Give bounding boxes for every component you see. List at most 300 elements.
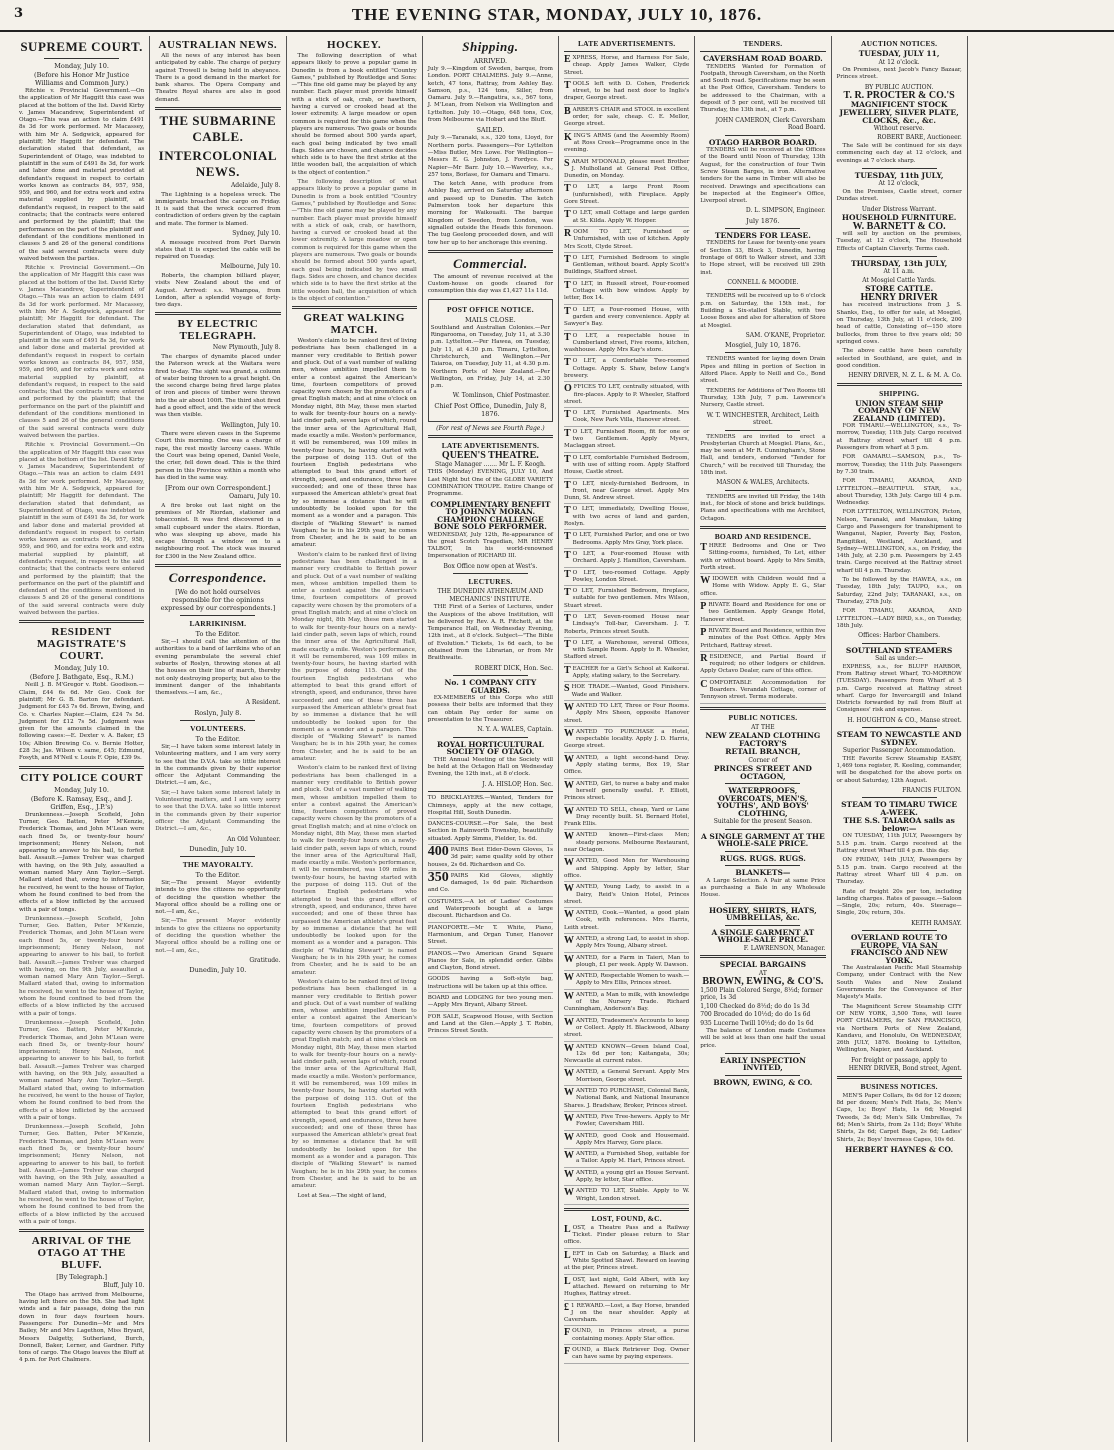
classified-ad [564,455,689,479]
classified-ad-initial: T [564,279,571,291]
board-residence-ad-initial: R [700,652,708,664]
classified-ad-text: O LET, a large Front Room (unfurnished), with Fireplace. Apply Gore Street. [564,184,690,206]
classified-ad-text: ANTED, Respectable Women to wash.—Apply to Mrs Ellis, Princes street. [576,973,690,987]
post-office-place: Chief Post Office, Dunedin, July 8, 1876. [434,401,547,418]
nzc-rugs: RUGS. RUGS. RUGS. [719,853,806,863]
classified-ad-initial: T [564,409,571,421]
shipping-heading: Shipping. [462,39,519,54]
special-firm: BROWN, EWING, & CO'S. [702,976,824,987]
houghton-signature: H. HOUGHTON & CO., Manse street. [847,716,962,724]
nzc-suitable: Suitable for the present Season. [713,818,812,826]
store-cattle: STORE CATTLE. [865,284,934,294]
city-police-heading: CITY POLICE COURT [20,771,143,784]
auction-notices-heading: AUCTION NOTICES. [861,39,938,48]
taiaroa-friday: ON FRIDAY, 14th JULY, Passengers by 5.15 p.m. train. Cargo received at the Rattray street Wharf till 4 p.m. on Thursday. [836,857,962,886]
classified-ad-text: ANTED, a General Servant. Apply Mrs Morrison, George street. [576,1069,690,1083]
caversham-road-board-heading: CAVERSHAM ROAD BOARD. [702,54,823,63]
taiaroa-line: THE S.S. TAIAROA sails as below:— [843,816,955,833]
without-reserve: Without reserve. [873,125,925,133]
correspondence-note: [We do not hold ourselves responsible for the opinions expressed by our correspondents.] [160,588,276,613]
mayoralty-heading: THE MAYORALTY. [182,860,254,869]
classified-ad [564,255,689,279]
magnificent-stock: MAGNIFICENT STOCK [850,99,948,109]
shipping-body: The ketch Anne, with produce from Ashley Bay, arrived on Saturday afternoon and passed up to Dunedin. The ketch Palmerston took her departure this morning for Waikouaiti. The barque Kingdom of Sweden, from London, was signalled outside the Heads this forenoon. The tug Geelong proceeded down, and will tow her up to her anchorage this evening. [427,181,553,246]
board-residence-ad-text: IDOWER with Children would find a Home with Widow. Apply E. G., Star office. [700,576,826,597]
lost-found-list [564,1225,689,1364]
lost-found-ad-initial: F [564,1327,571,1339]
costumes-ad: COSTUMES.—A lot of Ladies' Costumes and Waterproofs bought at a large discount. Richardson and Co. [428,899,553,923]
column-5 [559,36,695,1442]
volunteers-to-editor: To the Editor. [195,734,241,743]
lost-at-sea: Lost at Sea.—The sight of land, [297,1192,387,1199]
lost-found-ad [564,1277,689,1301]
board-lodging-ad: BOARD and LODGING for two young men.—Apply Mrs Bryant, Albany Street. [428,995,553,1012]
classified-ad [564,703,689,727]
city-police-date: Monday, July 10. [54,785,109,794]
classified-ad-text: O LET, a Warehouse, several Offices, with Sample Room. Apply to R. Wheeler, Stafford street. [564,639,690,661]
classified-ad-text: FFICES TO LET, centrally situated, with fire-places. Apply to P. Wheeler, Stafford street. [564,384,690,405]
supreme-court-before: (Before his Honor Mr Justice Williams and Common Jury.) [34,71,130,87]
special-note: The balance of London made Costumes will be sold at less than one half the usual price. [700,1028,826,1049]
gloves-350-number: 350 [427,869,449,885]
adelaide-body: The Lightning is a hopeless wreck. The immigrants broached the cargo on Friday. It is said that the wreck occurred from contradiction of orders given by the captain and mate. The former is blamed. [155,191,281,227]
nzc-blankets: BLANKETS— [735,868,791,878]
resident-magistrate-body: Neill J. B. M'Gregor v. Robt. Goodison.—Claim, £44 6s 6d. Mr Geo. Cook for plaintiff; Mr G. B. Barton for defendant. Judgment for £43 7s 6d. Brown, Ewing, and Co. v. Charles Napier.—Claim, £24 7s 5d. Judgment for £12 7s 5d. Judgment was given for the amounts claimed in the following cases:—E. Dexter v. A. Baker, £5 10s; Albion Brewing Co. v. Bernie Hotter, £28 3s; Jas. Wilson v. same, £45; Edmund, Fosyth, and M'Neil v. Louis F. Opie, £39 9s. [19,682,145,762]
board-residence-ad-text: RIVATE Board and Residence for one or two Gentlemen. Apply Grange Hotel, Hanover street. [700,602,826,623]
tenders-heading: TENDERS. [743,39,783,48]
classified-ad [564,1114,689,1131]
classified-ad-initial: B [564,105,571,117]
city-police-body-cont-2: Drunkenness.—Joseph Scofield, John Turner, Geo. Batten, Peter M'Kenzie, Frederick Thomas, and John M'Lean were each fined 5s, or twenty-four hours' imprisonment; Henry Nelson, not appearing to answer to his bail, to forfeit bail. Assault.—James Trelver was charged with having, on the 9th July, assaulted a woman named Mary Ann Taylor.—Sergt. Mallard stated that, owing to information he received, he went to the house of Taylor, whom he found confined to bed from the effects of a blow inflicted by the accused with a pair of tongs. [19,1019,145,1121]
horticultural-signature: J. A. HISLOP, Hon. Sec. [482,780,553,788]
supreme-court-heading: SUPREME COURT. [20,39,143,54]
classified-ads-list [564,55,689,1205]
classified-ad-text: O LET, Furnished Bedroom, fireplace, suitable for two gentlemen. Mrs Wilson, Stuart street. [564,588,690,609]
board-residence-ad [700,654,825,678]
classified-ad-text: ANTED, a light second-hand Dray. Apply stating terms, Box 19, Star Office. [564,754,690,776]
newcastle-heading: STEAM TO NEWCASTLE AND SYDNEY. [836,730,962,747]
classified-ad-initial: T [564,505,571,517]
timaru-wellington-ad: FOR TIMARU.—WELLINGTON, s.s., To-morrow, Tuesday, 11th July. Cargo received at Rattray street wharf till 4 p.m. Passengers from wharf at 5 p.m. [836,423,962,452]
classified-ad-text: ANTED, Girl, to nurse a baby and make herself generally useful. F. Elliott, Princes street. [564,780,690,802]
mayoralty-to-editor: To the Editor. [195,871,241,879]
classified-ad-initial: T [564,305,571,317]
classified-ad-initial: W [564,1042,574,1054]
city-police-body-cont: Drunkenness.—Joseph Scofield, John Turner, Geo. Batten, Peter M'Kenzie, Frederick Thomas, and John M'Lean were each fined 5s, or twenty-four hours' imprisonment; Henry Nelson, not appearing to answer to his bail, to forfeit bail. Assault.—James Trelver was charged with having, on the 9th July, assaulted a woman named Mary Ann Taylor.—Sergt. Mallard stated that, owing to information he received, he went to the house of Taylor, whom he found confined to bed from the effects of a blow inflicted by the accused with a pair of tongs. [19,915,145,1017]
page-number-left: 3 [14,6,24,21]
classified-ad-text: ANTED, a Furnished Shop, suitable for a Tailor. Apply M. Hart, Princes street. [576,1151,690,1165]
business-notices-heading: BUSINESS NOTICES. [860,1081,938,1091]
classified-ad [564,955,689,972]
gloves-400-number: 400 [427,844,449,859]
hockey-body-cont: The following description of what appears likely to prove a popular game in Dunedin is from a book entitled "Country Games," published by Routledge and Sons:—"This fine old game may be played by any number. Each player must provide himself with a stick of oak, crab, or hawthorn, having a curved or crooked head at the lower extremity. A large meadow or open common is required for this game when the players are numerous. Two goals or bounds should be formed about 500 yards apart, each goal being indicated by two small flags. Sides are chosen, and chance decides which side is to have the first strike at the little wooden ball, the acquisition of which is the object of contention." [291,179,417,302]
mayoralty-place: Dunedin, July 10. [189,966,247,975]
classified-ad [564,210,689,227]
volunteers-heading: VOLUNTEERS. [190,723,246,733]
masthead [0,0,1114,32]
lost-found-ad-text: 1 REWARD.—Lost, a Bay Horse, branded J on the near shoulder. Apply at Caversham. [564,1302,690,1324]
classified-ad-text: O LET, nicely-furnished Bedroom, in front, near George street. Apply Mrs Dunn, St. Andrew street. [564,480,690,502]
special-bargains-list [700,987,825,1028]
gloves-350-ad [427,869,553,897]
winchester-signature: W. T. WINCHESTER, Architect, Leith street. [706,411,820,426]
lost-found-ad-initial: L [564,1223,571,1235]
classified-ad-text: ANTED TO LET, Three or Four Rooms. Apply Mrs Sheen, opposite Hanover street. [564,702,690,724]
procter-firm: T. R. PROCTER & CO.'S [843,90,955,102]
lost-found-ad-text: EFT in Cab on Saturday, a Black and White Spotted Shawl. Reward on leaving at the pier, Princes street. [564,1250,690,1272]
theatre-manager: Stage Manager ....... Mr L. F. Keogh. [434,460,546,468]
classified-ad-text: O LET, Furnished Parlor, and one or two Bedrooms. Apply Mrs Gray, York place. [572,532,690,546]
classified-ad [564,551,689,568]
classified-ad-text: O LET, Furnished Room, fit for one or two Gentlemen. Apply Myers, Maclaggan street. [564,428,690,450]
mayoralty-body-cont: Sir,—The present Mayor evidently intends to give the citizens no opportunity of deciding the question whether the Mayoral office should be a rolling one or not.—I am, &c., [155,918,281,954]
nzc-single-garment: A SINGLE GARMENT AT THE WHOLE-SALE PRICE. [701,831,825,849]
classified-ad-text: ARBER'S CHAIR and STOOL in excellent order, for sale, cheap. C. E. Mellor, George street. [564,106,690,128]
classified-ad [564,588,689,612]
easby-ad: THE Favorite Screw Steamship EASBY, 1,469 tons register, R. Keeling, commander, will be despatched for the above ports on or about Saturday, 12th August. [836,755,962,784]
classified-ad-text: O LET, immediately, Dwelling House, with two acres of land and garden, Roslyn. [564,506,690,528]
classified-ad-initial: T [564,613,571,624]
special-bargain-line: 1,100 Checked do 8½d; do do 1s 3d [700,1002,810,1010]
classified-ad-text: O LET, Furnished Bedroom to single Gentleman, without board. Apply Scott's Buildings, Stafford street. [564,254,690,276]
classified-ad-initial: T [564,253,571,265]
thursday-place: At Mosgiel Cattle Yards. [862,276,936,284]
classified-ad [564,159,689,183]
board-residence-ad-text: HREE Bedrooms and One or Two Sitting-rooms, furnished, To Let, either with or without board. Apply to Mrs Smith, Forth street. [700,542,826,571]
barnett-firm: W. BARNETT & CO. [852,220,946,232]
lectures-heading: LECTURES. [468,577,513,587]
gloves-350-text: PAIRS Kid Gloves, slightly damaged, 1s 6d pair. Richardson and Co. [427,872,553,894]
special-at: AT [758,969,767,977]
classified-ad [564,307,689,331]
classified-ad [564,1133,689,1150]
column-4 [423,36,559,1442]
classified-ad-initial: T [564,331,571,343]
tuesday-body: On Premises, next Jacob's Fancy Bazaar, Princes street. [836,67,962,81]
akaroa-beautiful-star-ad: FOR TIMARU, AKAROA, AND LYTTELTON.—BEAUTIFUL STAR, s.s., about Thursday, 13th July. Cargo till 4 p.m. Wednesday. [836,478,962,507]
classified-ad-text: ANTED TO SELL, cheap, Yard or Lane Dray recently built. St. Bernard Hotel, Frank Ellis. [564,806,690,828]
horticultural-body: THE Annual Meeting of the Society will be held at the Octagon Hall on Wednesday Evening, the 12th inst., at 8 o'clock. [427,756,553,778]
board-residence-ad-text: ESIDENCE, and Partial Board if required; no other lodgers or children. Apply Octavo Dealer, care of this office. [700,653,826,675]
classified-ad [564,684,689,701]
classified-ad [564,1188,689,1205]
classified-ad [564,858,689,882]
correspondence-heading: Correspondence. [168,570,267,586]
volunteers-body: Sir,—I have taken some interest lately in Volunteering matters, and I am very sorry to see that the D.V.A. take so little interest in the commands given by their superior officer the Adjutant Commanding the District.—I am, &c., [155,743,281,787]
classified-ad-initial: T [564,549,571,561]
classified-ad-text: ANTED TO PURCHASE a Hotel, respectable locality. Apply J. D. Harris, George street. [564,728,690,750]
classified-ad [564,481,689,505]
arrived-heading: ARRIVED. [473,57,508,65]
larrikinism-place: Roslyn, July 8. [194,708,242,717]
melbourne-dateline: Melbourne, July 10. [220,263,281,271]
overland-heading: OVERLAND ROUTE TO EUROPE, VIA SAN FRANCISCO AND NEW YORK. [850,933,948,965]
lost-found-ad [564,1347,689,1364]
post-office-notice [428,299,553,422]
nzc-blankets-text: A Large Selection. A Pair at same Price as purchasing a Bale in any Wholesale House. [700,877,826,899]
nzc-name: NEW ZEALAND CLOTHING FACTORY'S [705,731,821,748]
keith-signature: KEITH RAMSAY. [911,919,962,927]
offices-line: Offices: Harbor Chambers. [858,632,941,640]
classified-ad-initial: W [564,1168,574,1180]
board-residence-ad-text: OMFORTABLE Accommodation for Boarders. Verandah Cottage, corner of Tennyson street. Terms moderate. [700,679,826,701]
lost-found-ad-initial: L [564,1275,571,1287]
lost-found-ad [564,1303,689,1327]
new-plymouth-body: The charges of dynamite placed under the Paterson wreck at the Waitara were fired to-day. The sight was grand, a column of water being thrown to a great height. On the second charge being fired large plates of iron and pieces of timber were thrown into the air about 100ft. The third shot fired had a good effect, and the side of the wreck was then visible. [155,353,281,419]
nzc-single-garment-2: A SINGLE GARMENT AT WHOLE-SALE PRICE. [711,927,815,944]
tuesday2-date: TUESDAY, 11th JULY, [854,170,944,180]
classified-ad-initial: T [564,453,571,465]
board-residence-ad [700,576,825,600]
classified-ad-initial: E [564,54,571,65]
classified-ad-initial: W [564,727,574,739]
driver-signature: HENRY DRIVER, N. Z. L. & M. A. Co. [848,372,962,380]
classified-ad [564,570,689,587]
board-residence-ad-initial: W [700,575,711,587]
classified-ad [564,973,689,990]
nzc-hosiery: HOSIERY, SHIRTS, HATS, UMBRELLAS, &c. [708,905,817,922]
classified-ad-initial: O [564,383,572,395]
resident-magistrate-before: (Before J. Bathgate, Esq., R.M.) [29,673,134,682]
post-office-sub: MAILS CLOSE. [465,315,516,324]
usco-heading: UNION STEAM SHIP COMPANY OF NEW ZEALAND (LIMITED). [853,398,946,423]
nzc-waterproofs: WATERPROOFS, OVERCOATS, MEN'S, YOUTHS', AND BOYS' CLOTHING, [716,786,809,818]
southland-steamers-heading: SOUTHLAND STEAMERS [845,645,953,655]
column-2 [150,36,286,1442]
gloves-400-ad [427,844,553,871]
horticultural-heading: ROYAL HORTICULTURAL SOCIETY OF OTAGO. [436,739,544,757]
classified-ad-text: O LET, a Four-roomed House, with garden and every convenience. Apply at Sawyer's Bay. [564,306,690,328]
tenders-stable-signature: SAM. O'KANE, Proprietor. [745,331,826,339]
classified-ad-text: O LET, a Four-roomed House with Orchard. Apply J. Hamilton, Caversham. [572,550,690,565]
lost-found-ad-initial: F [564,1346,571,1358]
barnett-body: will sell by auction on the premises, Tuesday, at 12 o'clock, The Household Effects of Captain Claverly. Terms cash. [836,231,962,252]
classified-ad-text: O LET, comfortable Furnished Bedroom, with use of sitting room. Apply Stafford House, Castle street. [564,454,690,476]
classified-ad [564,1044,689,1068]
classified-ad [564,884,689,908]
classified-ad-text: O LET, a Comfortable Two-roomed Cottage. Apply S. Shaw, below Lang's brewery. [564,358,690,379]
classified-ad-text: ANTED TO LET, Stable. Apply to W. Wright, London street. [576,1188,690,1202]
otago-harbour-date: July 1876. [746,216,780,225]
arrival-dateline: Bluff, July 10. [103,1282,145,1290]
nzc-corner: Corner of [748,756,778,764]
classified-ad-text: ANTED TO PURCHASE, Colonial Bank, National Bank, and National Insurance Shares. J. Bradshaw, Broker, Princes street. [564,1088,690,1109]
supreme-court-body: Ritchie v. Provincial Government.—On the application of Mr Haggitt this case was placed at the bottom of the list. David Kirby v. James Macandrew, Superintendent of Otago.—This was an action to claim £491 8s 3d for work performed. Mr Macassey, with him Mr A. Sedgwick, appeared for plaintiff; Mr Haggitt for defendant. The declaration stated that defendant, as Superintendent of Otago, was indebted to plaintiff in the sum of £491 8s 3d, for work and labor done and material provided at defendant's request in respect to certain works known as contracts 84, 957, 958, 959, and 960, and for extra work and extra material supplied by plaintiff, at defendant's request, in respect to the said contracts; that the contracts were entered and performed by the plaintiff; that the performance on the part of the plaintiff and defendant of the conditions mentioned in clauses 5 and 26 of the general conditions of the said several contracts were duly waived between the parties. [19,88,145,262]
classified-ad-initial: T [564,638,571,650]
late-ads-heading-col4: LATE ADVERTISEMENTS. [441,441,540,451]
classified-ad-text: O LET, two-roomed Cottage. Apply Powley, London Street. [572,569,690,583]
classified-ad-text: ANTED known—First-class Men; steady persons. Melbourne Restaurant, near Octagon. [564,832,690,854]
classified-ad-initial: K [564,131,572,143]
post-office-body: Southland and Australian Colonies.—Per Ringarooma, on Tuesday, July 11, at 3.30 p.m. Lyttelton.—Per Hawea, on Tuesday, July 11, at 4.30 p.m. Timaru, Lyttelton, Christchurch, and Wellington.—Per Taiaroa, on Tuesday, July 11, at 4.30 p.m. Northern Ports of New Zealand.—Per Wellington, on Friday, July 14, at 2.30 p.m. [430,324,550,390]
classified-ad [564,781,689,805]
tenders-lease-heading: TENDERS FOR LEASE. [714,230,811,240]
classified-ad [564,1069,689,1086]
theatre-body: THIS (Monday) EVENING, JULY 10, And Last Night but One of the GLOBE VARIETY COMBINATION TROUPE. Entire Change of Programme. [427,469,553,498]
tenders-additions-body: TENDERS for Additions of Two Rooms till Thursday, 13th July, 7 p.m. Lawrence's Nursery, Castle street. [700,387,826,409]
pacific-body: The Australasian Pacific Mail Steamship Company, under Contract with the New South Wales and New Zealand Governments for the Conveyance of Her Majesty's Mails. [836,965,962,1001]
classified-ad [564,184,689,208]
driver-body: has received instructions from J. S. Shanks, Esq., to offer for sale, at Mosgiel, on Thursday, 13th July, at 11 o'clock, 200 head of cattle, Consisting of—150 store bullocks, from three to five years old; 50 springed cows. [836,302,962,345]
volunteers-signature: An Old Volunteer. [227,835,281,843]
submarine-cable-heading: THE SUBMARINE CABLE. [159,113,277,145]
classified-ad-initial: W [564,1150,574,1162]
board-residence-heading: BOARD AND RESIDENCE. [714,531,812,541]
hockey-body: The following description of what appears likely to prove a popular game in Dunedin is from a book entitled "Country Games," published by Routledge and Sons:—"This fine old game may be played by any number. Each player must provide himself with a stick of oak, crab, or hawthorn, having a curved or crooked head at the lower extremity. A large meadow or open common is required for this game when the players are numerous. Two goals or bounds should be formed about 500 yards apart, each goal being indicated by two small flags. Sides are chosen, and chance decides which side is to have the first strike at the little wooden ball, the acquisition of which is the object of contention." [291,53,417,176]
supreme-court-date: Monday, July 10. [54,62,109,70]
business-body: MEN'S Paper Collars, 8s 6d for 12 dozen; 8d per dozen; Men's Felt Hats, 3s; Men's Caps, 1s; Boys' Hats, 1s 6d; Mosgiel Tweeds, 3s 6d; Men's Silk Umbrellas, 7s 6d; Men's Shirts, from 2s 11d; Boys' White Shirts, 2s 6d; Carpet Bags, 2s 6d; Ladies' Shirts, 2s; Boys' Inverness Capes, 10s 6d. [836,1092,962,1143]
tenders-drain-body: TENDERS wanted for laying down Drain Pipes and filling in portion of Section in Alford Place. Apply to Neill and Co., Bond street. [700,356,826,385]
board-residence-ad [700,628,825,652]
classified-ad-initial: W [564,1187,574,1199]
board-residence-ad [700,543,825,574]
public-notices-heading: PUBLIC NOTICES. [728,712,798,722]
classified-ad-initial: T [564,479,571,491]
classified-ad [564,358,689,382]
thursday-time: At 11 a.m. [883,268,915,276]
lost-found-ad [564,1251,689,1275]
sailed-heading: SAILED. [476,126,505,135]
arrived-body: July 9.—Kingdom of Sweden, barque, from London. PORT CHALMERS. July 9.—Anne, ketch, 47 tons, Rattray, from Ashley Bay. Samson, p.s., 124 tons, Siller, from Oamaru. July 9.—Rangatira, s.s., 567 tons, J. M'Lean, from Nelson via Wellington and Lyttelton. July 10.—Otago, 648 tons, Cox, from Melbourne via Hobart and the Bluff. [427,66,553,124]
arrival-heading: ARRIVAL OF THE OTAGO AT THE BLUFF. [31,1235,132,1272]
bricklayers-ad: TO BRICKLAYERS.—Wanted, Tenders for Chimneys, apply at the new cottage, Hospital Hill, South Dunedin. [428,795,553,819]
volunteers-body-cont: Sir,—I have taken some interest lately in Volunteering matters, and I am very sorry to see that the D.V.A. take so little interest in the commands given by their superior officer the Adjutant Commanding the District.—I am, &c., [155,789,281,833]
special-bargain-line: 700 Brocaded do 10½d; do do 1s 6d [700,1011,811,1018]
wellington-dateline: Wellington, July 10. [221,421,281,429]
classified-ad-initial: W [564,857,574,869]
tuesday-date: TUESDAY, JULY 11, [858,49,940,58]
nzc-streets: PRINCES STREET AND OCTAGON, [713,764,812,781]
classified-ad-text: ANTED, a young girl as House Servant. Apply, by letter, Star office. [576,1169,690,1183]
late-ads-heading-col5: LATE ADVERTISEMENTS. [577,39,676,48]
classified-ad [564,832,689,856]
volunteers-place: Dunedin, July 10. [189,845,247,853]
driver-firm: HENRY DRIVER [860,291,938,303]
tenders-stable-body: TENDERS will be received up to 6 o'clock p.m. on Saturday, the 15th inst., for Building a Six-stalled Stable, with two Loose Boxes and also for alteration of Store at Mosgiel. [700,293,826,329]
oamaru-samson-ad: FOR OAMARU.—SAMSON, p.s., To-morrow, Tuesday, the 11th July. Passengers by 7.30 train. [836,454,962,475]
classified-ad-initial: T [564,587,571,599]
wellington-body: There were eleven cases in the Supreme Court this morning. One was a charge of rape, the rest mostly larceny cases. While the Court was being opened, Daniel Veele, the crier, fell down dead. This is the third person in this Province within a month who has died in the same way. [155,431,281,481]
lost-found-ad-initial: £ [564,1301,569,1313]
classified-ad [564,81,689,105]
pacific-signature: HENRY DRIVER, Bond street, Agent. [848,1065,962,1073]
supreme-court-body-cont-2: Ritchie v. Provincial Government.—On the application of Mr Haggitt this case was placed at the bottom of the list. David Kirby v. James Macandrew, Superintendent of Otago.—This was an action to claim £491 8s 3d for work performed. Mr Macassey, with him Mr A. Sedgwick, appeared for plaintiff; Mr Haggitt for defendant. The declaration stated that defendant, as Superintendent of Otago, was indebted to plaintiff in the sum of £491 8s 3d, for work and labor done and material provided at defendant's request in respect to certain works known as contracts 84, 957, 958, 959, and 960, and for extra work and extra material supplied by plaintiff, at defendant's request, in respect to the said contracts; that the contracts were entered and performed by the plaintiff; that the performance on the part of the plaintiff and defendant of the conditions mentioned in clauses 5 and 26 of the general conditions of the said several contracts were duly waived between the parties. [19,442,145,617]
classified-ad-initial: W [564,805,574,817]
newcastle-sub: Superior Passenger Accommodation. [842,747,956,755]
classified-ad-text: EACHER for a Girl's School at Kaikorai. Apply, stating salary, to the Secretary. [572,665,690,680]
bare-signature: ROBERT BARE, Auctioneer. [877,133,962,141]
commercial-body: The amount of revenue received at the Custom-house on goods cleared for consumption this day was £1,427 11s 11d. [427,273,553,295]
fulton-signature: FRANCIS FULTON. [902,786,962,794]
lost-found-heading: LOST, FOUND, &C. [591,1213,662,1223]
classified-ad [564,666,689,683]
theatre-name: QUEEN'S THEATRE. [441,450,539,462]
lost-found-ad-text: OUND, in Princes street, a purse containing money. Apply Star office. [572,1328,690,1342]
classified-ad-text: ANTED, good Cook and Housemaid. Apply Mrs Harvey, Gore place. [576,1132,690,1146]
classified-ad-initial: W [564,1068,574,1080]
classified-ad-text: ANTED, Tradesmen's Accounts to keep or Collect. Apply H. Blackwood, Albany street. [564,1017,690,1039]
larrikinism-body: Sir,—I should call the attention of the authorities to a band of larrikins who of an evening perambulate the several chief suburbs of Roslyn, throwing stones at all the houses on their line of march, thereby not only destroying property, but also to the imminent danger of the inhabitants themselves.—I am, &c., [155,639,281,697]
board-residence-list [700,543,825,704]
classified-ad-text: ANTED, a strong Lad, to assist in shop. Apply Mrs Young, Albany street. [576,935,690,950]
jewellery-line: JEWELLERY, SILVER PLATE, CLOCKS, &c., &c. [839,108,959,125]
lost-found-ad [564,1328,689,1345]
caversham-signature: JOHN CAMERON, Clerk Caversham Road Board. [715,116,826,132]
lost-found-ad-text: OUND, a Black Retriever Dog. Owner can have same by paying expenses. [572,1347,690,1361]
classified-ad [564,384,689,408]
new-plymouth-dateline: New Plymouth, July 8. [212,344,281,352]
classified-ad-initial: W [564,883,574,895]
classified-ad-initial: W [564,990,574,1002]
distress-warrant: Under Distress Warrant. [861,205,937,213]
classified-ad-text: O LET, small Cottage and large garden at St. Kilda. Apply W. Hopper. [572,210,690,224]
freight-apply: For freight or passage, apply to [851,1056,948,1064]
oamaru-body: A fire broke out last night on the premises of Mr Riordan, stationer and tobacconist. It was first discovered in a small cupboard under the stairs. Riordan, who was sleeping up above, made his escape through a window on to a neighbouring roof. The stock was insured for £300 in the New Zealand office. [155,502,281,560]
tenders-stable-place: Mosgiel, July 10, 1876. [724,341,801,350]
taiaroa-rate: Rate of freight 20s per ton, including landing charges. Rates of passage.—Saloon—Single, 20s; return, 40s. Steerage—Single, 20s; return, 30s. [836,888,962,917]
lost-found-ad-text: OST, a Theatre Pass and a Railway Ticket. Finder please return to Star office. [564,1224,690,1246]
shipping-heading-col7: SHIPPING. [879,388,920,398]
classified-ad [564,506,689,530]
otago-harbour-heading: OTAGO HARBOR BOARD. [708,137,817,147]
adelaide-dateline: Adelaide, July 8. [230,182,281,190]
lady-bird-ad: FOR TIMARU, AKAROA, AND LYTTELTON.—LADY BIRD, s.s., on Tuesday, 18th July. [836,608,962,629]
board-residence-ad-initial: P [700,626,707,638]
lectures-signature: ROBERT DICK, Hon. Sec. [474,664,553,672]
driver-note: The above cattle have been carefully selected in Southland, are quiet, and in good condition. [836,348,962,369]
tuesday2-time: At 12 o'clock, [878,180,920,188]
classified-ad-text: ANTED, for a Farm in Taieri, Man to plough, £1 per week. Apply W. Dawson. [576,954,690,968]
pianos-ad: PIANOS.—Two American Grand Square Pianos for Sale, in splendid order. Gibbs and Clayton, Bond street. [428,951,553,975]
classified-ad [564,107,689,131]
tuesday2-body: On the Premises, Castle street, corner Dundas street. [836,188,962,203]
classified-ad-initial: W [564,972,574,984]
classified-ad [564,229,689,253]
commercial-heading: Commercial. [453,255,528,271]
classified-ad-text: ANTED, Cook.—Wanted, a good plain Cook, with references. Mrs Harris, Leith street. [564,910,690,931]
taiaroa-tuesday: ON TUESDAY, 11th JULY, Passengers by 5.15 p.m. train. Cargo received at the Rattray street Wharf till 4 p.m. this day. [836,833,962,855]
classified-ad [564,936,689,953]
classified-ad [564,133,689,157]
classified-ad [564,729,689,753]
resident-magistrate-heading: RESIDENT MAGISTRATE'S COURT. [36,626,127,663]
mayoralty-signature: Gratitude. [249,956,281,964]
box-office: Box Office now open at West's. [443,562,538,570]
walking-match-body-cont: Weston's claim to be ranked first of living pedestrians has been challenged in a manner very creditable to British power and pluck. Out of a vast number of walking men, whose ambition impelled them to enter a contest against the American's time, fourteen competitors of proved capacity were chosen by the promoters of a great English match; and at nine o'clock on Monday night, 8th May, these men started to walk for twenty-four hours on a newly-laid cinder path, seven laps of which, round the inner area of the Agricultural Hall, made exactly a mile. Weston's performance, it will be remembered, was 109 miles in twenty-four hours, he having started with the purpose of doing 115. Out of the fourteen English pedestrians who attempted to beat this grand effort of strength, speed, and endurance, three have succeeded; and one of these three has surpassed the American athlete's great feat by so immense a distance that he will undoubtedly be looked upon for the moment as a wonder and a paragon. This disciple of "Walking Stewart" is named Vaughan; he is in his 29th year, he comes from Chester, and he is said to be an amateur. [291,551,417,763]
classified-ad [564,755,689,779]
classified-ad [564,1088,689,1112]
news-notice: (For rest of News see Fourth Page.) [436,424,545,432]
classified-ad-initial: W [564,909,574,921]
classified-ad [564,614,689,638]
tenders-invited-body: TENDERS are invited till Friday, the 14th inst., for block of stone and brick buildings. Plans and specifications with me Architect, Octagon. [700,493,826,522]
classified-ad-initial: T [564,183,571,195]
page-columns [14,36,1104,1442]
classified-ad-text: O LET, a respectable house in Cumberland street, Five rooms, kitchen, washhouse. Apply Mrs Kay's store. [564,332,690,354]
classified-ad [564,992,689,1016]
nzc-signature: F. LAWRENSON, Manager. [743,944,826,952]
column-7 [832,36,968,1442]
classified-ad-text: XPRESS, Horse, and Harness For Sale, cheap. Apply James Walker, Clyde Street. [564,55,690,76]
supreme-court-body-cont: Ritchie v. Provincial Government.—On the application of Mr Haggitt this case was placed at the bottom of the list. David Kirby v. James Macandrew, Superintendent of Otago.—This was an action to claim £491 8s 3d for work performed. Mr Macassey, with him Mr A. Sedgwick, appeared for plaintiff; Mr Haggitt for defendant. The declaration stated that defendant, as Superintendent of Otago, was indebted to plaintiff in the sum of £491 8s 3d, for work and labor done and material provided at defendant's request in respect to certain works known as contracts 84, 957, 958, 959, and 960, and for extra work and extra material supplied by plaintiff, at defendant's request, in respect to the said contracts; that the contracts were entered and performed by the plaintiff; that the performance on the part of the plaintiff and defendant of the conditions mentioned in clauses 5 and 26 of the general conditions of the said several contracts were duly waived between the parties. [19,265,145,439]
intercolonial-news-heading: INTERCOLONIAL NEWS. [158,148,278,180]
pianoforte-ad: PIANOFORTE.—Mr T. White, Piano, Harmonium, and Organ Tuner, Hanover Street. [428,925,553,949]
classified-ad [564,429,689,453]
tenders-lease-body: TENDERS for Lease for twenty-one years of Section 33, Block 3, Dunedin, having frontage of 66ft to Walker street, and 33ft to Hope street, will be received till 29th inst. [700,240,826,276]
city-police-body-cont-3: Drunkenness.—Joseph Scofield, John Turner, Geo. Batten, Peter M'Kenzie, Frederick Thomas, and John M'Lean were each fined 5s, or twenty-four hours' imprisonment; Henry Nelson, not appearing to answer to his bail, to forfeit bail. Assault.—James Trelver was charged with having, on the 9th July, assaulted a woman named Mary Ann Taylor.—Sergt. Mallard stated that, owing to information he received, he went to the house of Taylor, whom he found confined to bed from the effects of a blow inflicted by the accused with a pair of tongs. [19,1124,145,1225]
classified-ad-text: ANTED, Five Tree-hewers. Apply to Mr Fowler, Caversham Hill. [576,1113,690,1128]
gloves-400-text: PAIRS Best Elder-Down Gloves, 1s 3d pair; same quality sold by other houses, 2s 6d. Richardson and Co. [427,847,553,868]
